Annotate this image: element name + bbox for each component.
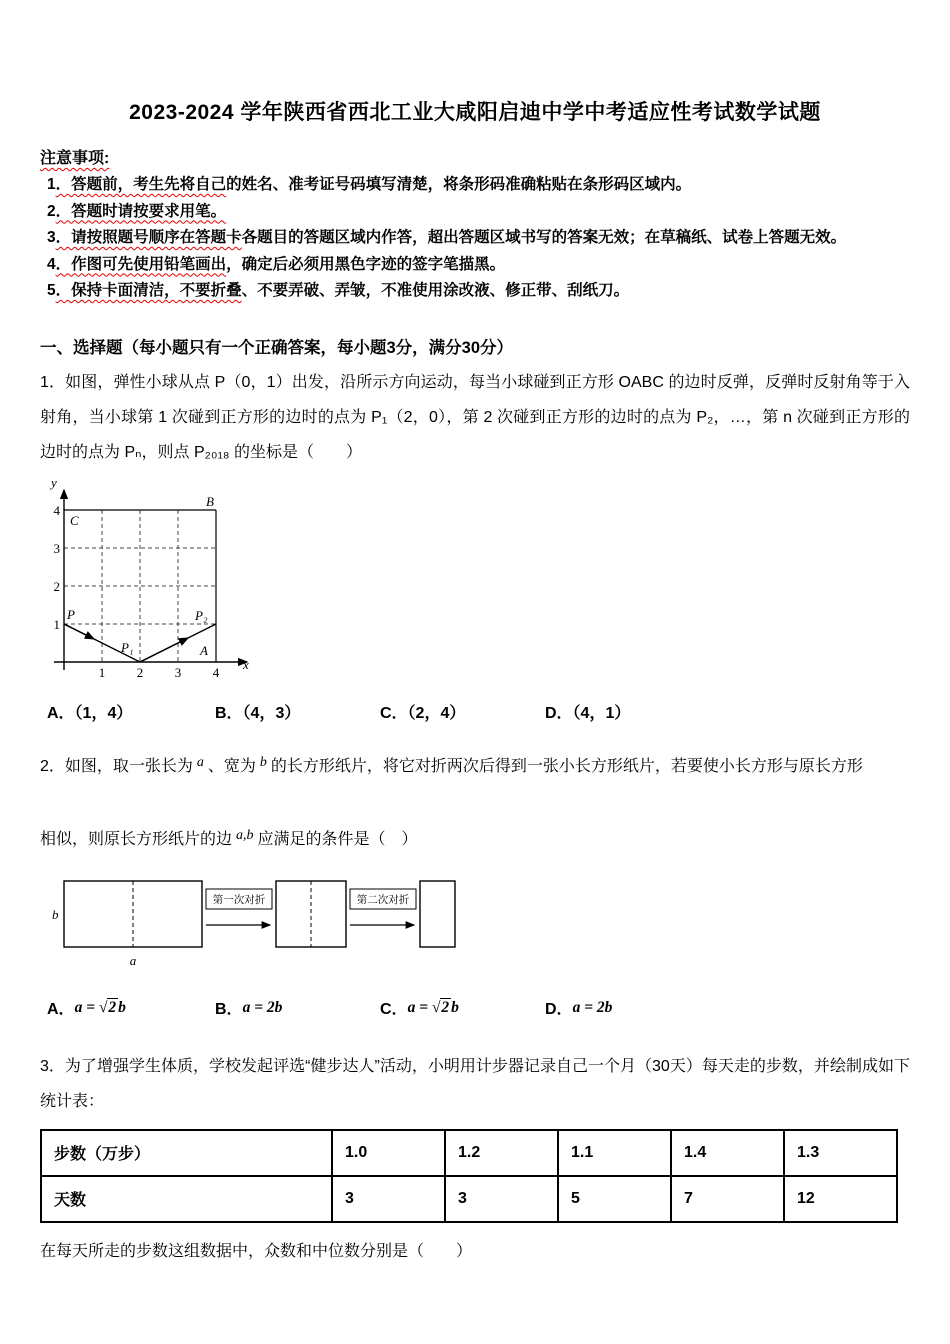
question-3-text: 3．为了增强学生体质，学校发起评选“健步达人”活动，小明用计步器记录自己一个月（30天）每天走的步数，并绘制成如下统计表： [40, 1057, 910, 1110]
point-label-C: C [70, 512, 79, 528]
q2-option-d: D．a = 2b [545, 998, 613, 1018]
question-2-figure [48, 873, 910, 976]
x-tick-3: 3 [174, 664, 182, 680]
var-a: a [196, 754, 204, 770]
table-cell: 1.1 [558, 1130, 671, 1176]
notice-item-4: 4．作图可先使用铅笔画出，确定后必须用黑色字迹的签字笔描黑。 [47, 255, 506, 273]
point-label-P2: P₂ [195, 607, 208, 623]
table-cell: 3 [445, 1176, 558, 1222]
table-row-steps [41, 1130, 897, 1176]
table-row-days [41, 1176, 897, 1222]
question-3-footer: 在每天所走的步数这组数据中，众数和中位数分别是（ ） [40, 1242, 473, 1260]
question-1-options [40, 700, 910, 723]
q1-option-c: C．（2，4） [380, 704, 466, 722]
notice-heading: 注意事项: [40, 150, 110, 167]
var-b: b [259, 754, 267, 770]
y-tick-1: 1 [53, 616, 60, 632]
stats-table [40, 1129, 898, 1223]
point-label-P1: P₁ [121, 639, 134, 655]
q1-option-a: A．（1，4） [47, 704, 133, 722]
fold2-label: 第二次对折 [356, 893, 410, 906]
q1-coordinate-grid [42, 472, 257, 687]
side-label-b: b [52, 906, 59, 922]
q1-option-b: B．（4，3） [215, 704, 301, 722]
rect-quarter [420, 881, 455, 947]
table-cell: 12 [784, 1176, 897, 1222]
section-1-heading: 一、选择题（每小题只有一个正确答案，每小题3分，满分30分） [40, 338, 514, 357]
table-cell: 1.4 [671, 1130, 784, 1176]
table-cell: 3 [332, 1176, 445, 1222]
var-ab: a,b [236, 827, 254, 843]
question-1-figure [42, 472, 910, 692]
page-title: 2023-2024 学年陕西省西北工业大咸阳启迪中学中考适应性考试数学试题 [129, 101, 821, 124]
y-tick-4: 4 [53, 502, 60, 518]
grid-lines [64, 510, 216, 662]
notice-item-5: 5．保持卡面清洁，不要折叠、不要弄破、弄皱，不准使用涂改液、修正带、刮纸刀。 [47, 282, 630, 299]
fold1-label: 第一次对折 [212, 893, 266, 906]
table-cell: 1.2 [445, 1130, 558, 1176]
y-tick-2: 2 [53, 578, 60, 594]
table-cell: 5 [558, 1176, 671, 1222]
table-cell: 1.0 [332, 1130, 445, 1176]
question-1-text: 1．如图，弹性小球从点 P（0，1）出发，沿所示方向运动，每当小球碰到正方形 OABC 的边时反弹，反弹时反射角等于入射角，当小球第 1 次碰到正方形的边时的点为 P₁（2，0），第 2 次碰到正方形的边时的点为 P₂，…，第 n 次碰到正方形的边时的点为 Pₙ，则点 P₂₀₁₈ 的坐标是（ ） [40, 373, 910, 461]
notice-item-3: 3．请按照题号顺序在答题卡各题目的答题区域内作答，超出答题区域书写的答案无效；在草稿纸、试卷上答题无效。 [47, 229, 847, 246]
notice-item-2: 2．答题时请按要求用笔。 [47, 202, 227, 220]
notice-section [40, 146, 910, 305]
q2-option-b: B．a = 2b [215, 998, 283, 1018]
notice-item-1: 1．答题前，考生先将自己的姓名、准考证号码填写清楚，将条形码准确粘贴在条形码区域内。 [47, 176, 692, 193]
y-tick-3: 3 [53, 540, 60, 556]
point-label-B: B [206, 493, 214, 509]
table-cell: 7 [671, 1176, 784, 1222]
y-axis-label: y [51, 474, 57, 490]
x-tick-4: 4 [212, 664, 220, 680]
question-2-text-line1: 2．如图，取一张长为 a 、宽为 b 的长方形纸片，将它对折两次后得到一张小长方形纸片，若要使小长方形与原长方形 [40, 754, 863, 775]
question-2-text-line2: 相似，则原长方形纸片的边 a,b 应满足的条件是（ ） [40, 827, 418, 848]
side-label-a: a [129, 952, 137, 968]
q2-option-a: A．a = √2 b [47, 998, 126, 1018]
table-cell: 步数（万步） [41, 1130, 332, 1176]
table-cell: 天数 [41, 1176, 332, 1222]
table-cell: 1.3 [784, 1130, 897, 1176]
question-2-options [40, 996, 910, 1019]
point-label-A: A [200, 642, 208, 658]
x-tick-2: 2 [136, 664, 144, 680]
q2-option-c: C．a = √2 b [380, 998, 459, 1018]
x-axis-label: x [243, 656, 249, 672]
x-tick-1: 1 [98, 664, 106, 680]
point-label-P: P [67, 606, 75, 622]
axes [54, 490, 247, 670]
q1-option-d: D．（4，1） [545, 704, 631, 722]
q2-fold-diagram [48, 873, 478, 971]
